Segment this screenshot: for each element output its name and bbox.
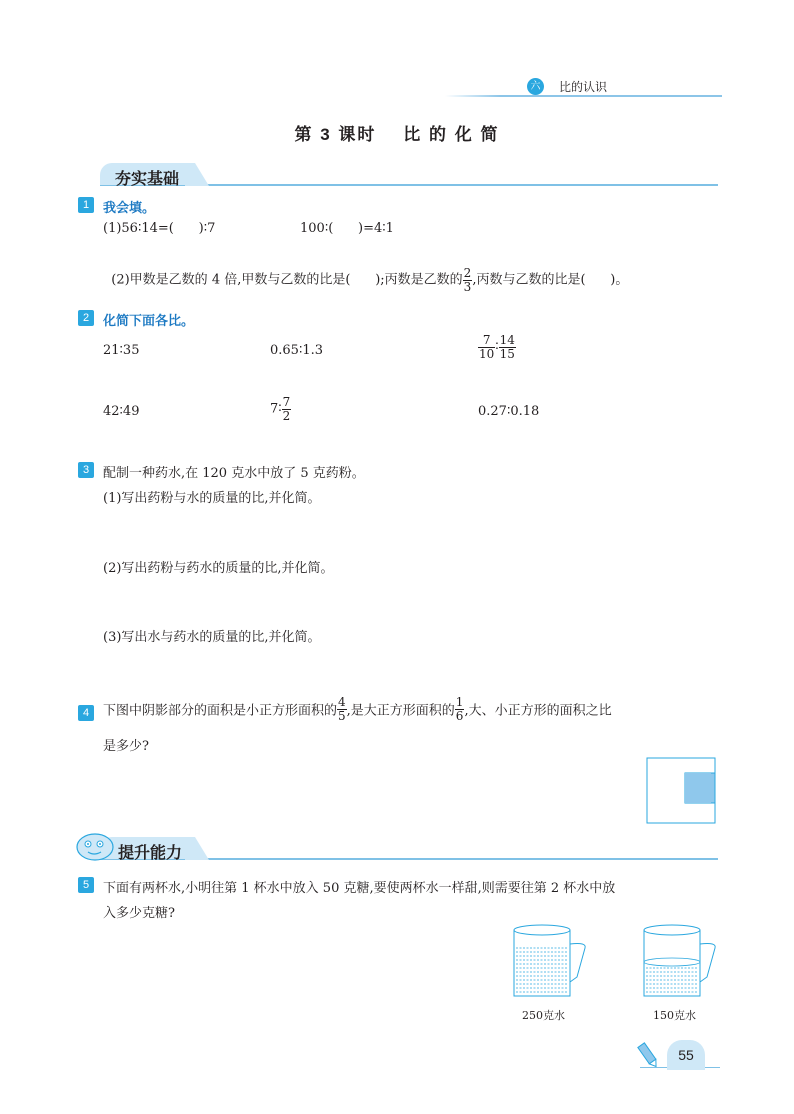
sub-question: (2)写出药粉与药水的质量的比,并化简。 xyxy=(103,561,334,576)
fraction xyxy=(455,696,465,722)
cup-label: 250克水 xyxy=(522,1009,565,1022)
page-number: 55 xyxy=(678,1047,694,1063)
section-tab-corner xyxy=(185,837,209,860)
fraction-numerator: 4 xyxy=(338,695,346,709)
fraction-denominator: 10 xyxy=(479,346,495,361)
fraction xyxy=(337,696,347,722)
question-number: 5 xyxy=(78,877,94,893)
unit-title: 比的认识 xyxy=(559,80,608,94)
text-segment: (2)甲数是乙数的 4 倍,甲数与乙数的比是( );丙数是乙数的 xyxy=(111,272,463,288)
header-rule xyxy=(445,95,722,97)
text-segment: 下图中阴影部分的面积是小正方形面积的 xyxy=(103,703,338,719)
mascot-icon xyxy=(74,828,116,862)
question-number: 1 xyxy=(78,197,94,213)
fill-blank-line xyxy=(103,252,628,293)
lesson-title: 第 3 课时 比 的 化 简 xyxy=(294,125,500,144)
ratio-item: 42∶49 xyxy=(103,404,140,419)
fraction-numerator: 14 xyxy=(499,333,515,347)
fraction-denominator: 5 xyxy=(338,708,346,723)
fraction-denominator: 15 xyxy=(499,346,515,361)
unit-badge: 六 xyxy=(527,78,544,95)
text-segment: ,是大正方形面积的 xyxy=(346,703,455,719)
shaded-overlap xyxy=(685,773,711,803)
ratio-text: 7∶ xyxy=(270,401,282,417)
fraction-denominator: 6 xyxy=(455,708,464,723)
section-title-basic: 夯实基础 xyxy=(115,171,180,188)
question-number: 4 xyxy=(78,705,94,721)
section-tab-corner xyxy=(185,163,209,186)
cup-150-icon xyxy=(635,922,730,1004)
question-number: 2 xyxy=(78,310,94,326)
fill-blank-line: 100∶( )=4∶1 xyxy=(300,221,394,236)
fill-blank-line: (1)56∶14=( )∶7 xyxy=(103,221,216,236)
cup-250-icon xyxy=(505,922,600,1004)
text-segment: ,大、小正方形的面积之比 xyxy=(464,703,612,719)
question-text: 下面有两杯水,小明往第 1 杯水中放入 50 克糖,要使两杯水一样甜,则需要往第 2 杯水中放 xyxy=(103,881,616,896)
ratio-item xyxy=(270,396,291,422)
sub-question: (3)写出水与药水的质量的比,并化简。 xyxy=(103,630,321,645)
fraction xyxy=(478,334,495,360)
question-heading: 我会填。 xyxy=(103,200,156,215)
ratio-sign: ∶ xyxy=(495,339,499,355)
pencil-icon xyxy=(636,1040,660,1070)
fraction xyxy=(499,334,516,360)
ratio-item: 21∶35 xyxy=(103,343,140,358)
fraction xyxy=(463,267,473,293)
fraction-numerator: 2 xyxy=(463,266,472,280)
ratio-item: 0.65∶1.3 xyxy=(270,343,324,358)
fraction-denominator: 2 xyxy=(282,408,291,423)
cup-label: 150克水 xyxy=(653,1009,696,1022)
question-number: 3 xyxy=(78,462,94,478)
ratio-item: 0.27∶0.18 xyxy=(478,404,540,419)
question-text: 配制一种药水,在 120 克水中放了 5 克药粉。 xyxy=(103,466,365,481)
squares-figure xyxy=(645,756,720,826)
fraction-numerator: 7 xyxy=(478,334,495,348)
question-text xyxy=(103,696,612,722)
ratio-item xyxy=(478,334,516,360)
fraction-denominator: 3 xyxy=(463,279,472,294)
question-heading: 化简下面各比。 xyxy=(103,313,195,328)
fraction xyxy=(282,396,292,422)
text-segment: ,丙数与乙数的比是( )。 xyxy=(472,272,629,288)
fraction-numerator: 1 xyxy=(455,695,464,709)
question-text: 是多少? xyxy=(103,739,149,754)
sub-question: (1)写出药粉与水的质量的比,并化简。 xyxy=(103,491,321,506)
question-text: 入多少克糖? xyxy=(103,906,175,921)
fraction-numerator: 7 xyxy=(282,395,291,409)
section-title-advance: 提升能力 xyxy=(118,845,183,862)
